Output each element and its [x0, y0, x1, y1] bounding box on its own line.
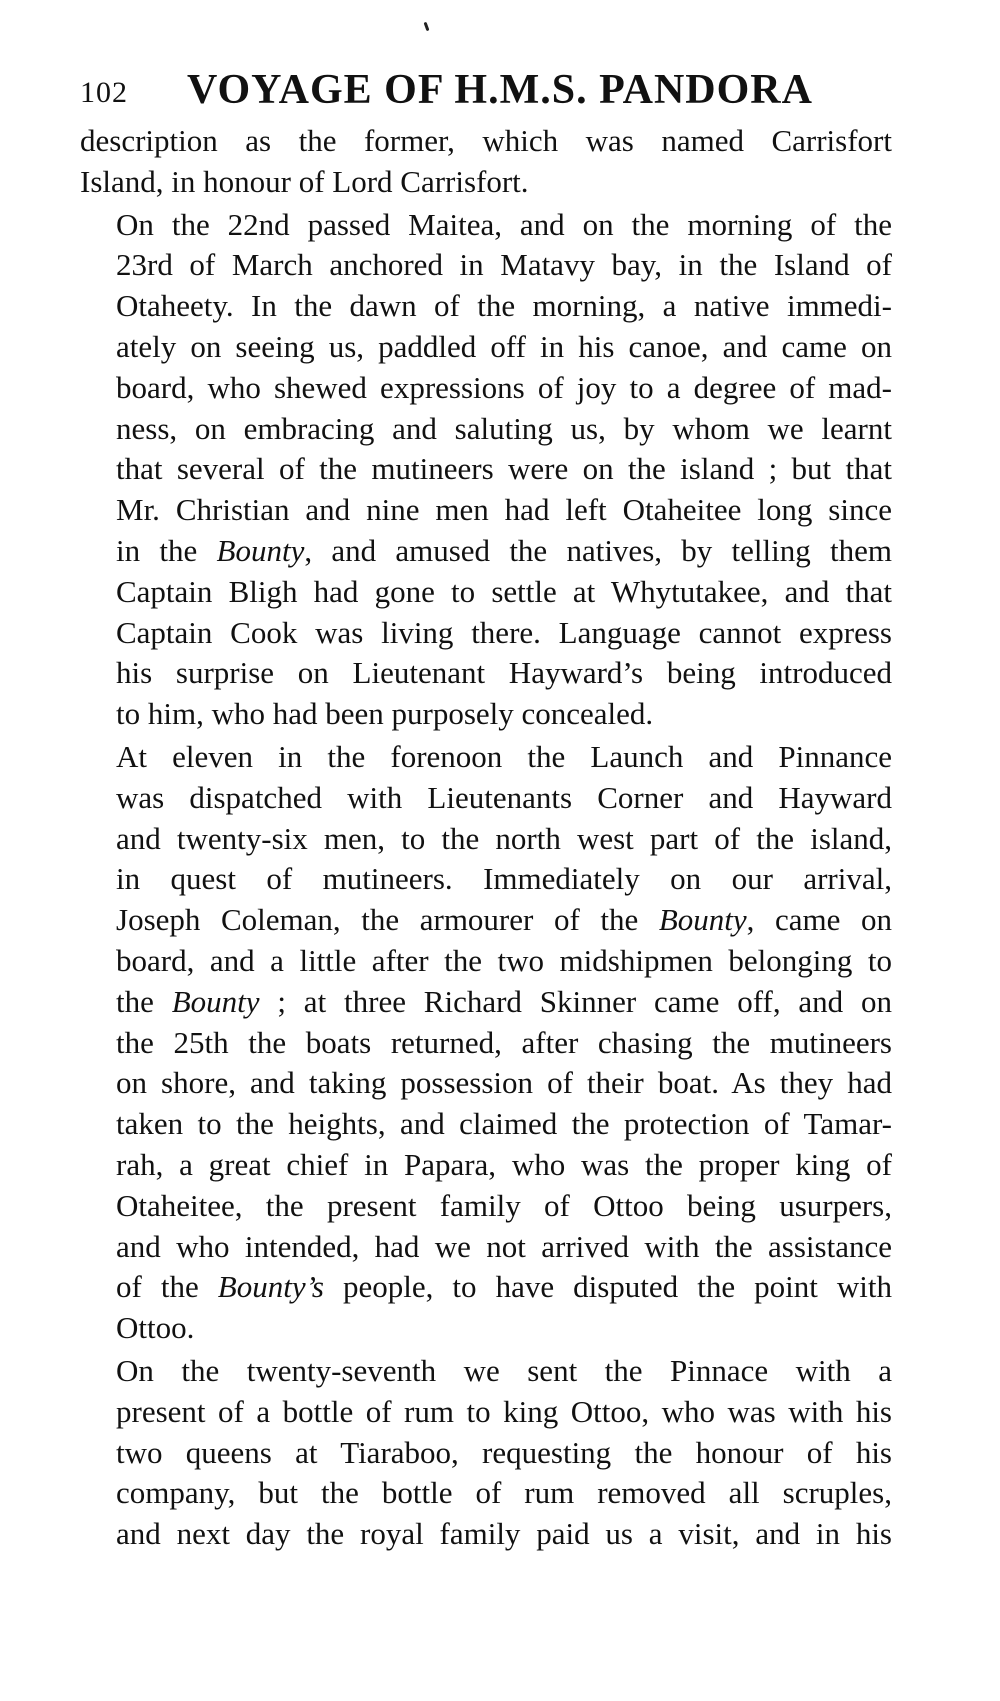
text-line: present of a bottle of rum to king Ottoo, who was with his [116, 1393, 892, 1429]
text-line: of the Bounty’s people, to have disputed the point with [116, 1269, 892, 1305]
paragraph-4 [80, 1351, 892, 1555]
text-line: Captain Cook was living there. Language cannot express [116, 614, 892, 650]
running-head [80, 66, 892, 114]
ship-name: Bounty [658, 902, 747, 938]
book-page [80, 0, 892, 1701]
text-line: in the Bounty, and amused the natives, by telling them [116, 532, 892, 568]
text-line: that several of the mutineers were on the island ; but that [116, 451, 892, 487]
text-line: board, and a little after the two midshipmen belonging to [116, 942, 892, 978]
text-line: in quest of mutineers. Immediately on our arrival, [116, 861, 892, 897]
text-line: description as the former, which was named Carrisfort [80, 123, 892, 158]
running-title: VOYAGE OF H.M.S. PANDORA [187, 67, 813, 113]
text-line: and twenty-six men, to the north west part of the island, [116, 820, 892, 856]
paragraph-3 [80, 737, 892, 1349]
body-text [80, 121, 892, 1557]
text-line: to him, who had been purposely concealed. [116, 696, 654, 732]
ship-name: Bounty’s [217, 1269, 324, 1305]
ship-name: Bounty [171, 983, 260, 1019]
text-line: Joseph Coleman, the armourer of the Bounty, came on [116, 902, 892, 938]
text-line: Otaheety. In the dawn of the morning, a native immedi- [116, 288, 892, 324]
text-line: 23rd of March anchored in Matavy bay, in the Island of [116, 247, 892, 283]
text-line: two queens at Tiaraboo, requesting the honour of his [116, 1434, 892, 1470]
text-line: On the twenty-seventh we sent the Pinnace with a [116, 1352, 892, 1388]
text-line: ness, on embracing and saluting us, by whom we learnt [116, 410, 892, 446]
text-line: taken to the heights, and claimed the protection of Tamar- [116, 1106, 892, 1142]
text-line: Island, in honour of Lord Carrisfort. [80, 163, 529, 199]
text-line: his surprise on Lieutenant Hayward’s being introduced [116, 655, 892, 691]
text-line: board, who shewed expressions of joy to a degree of mad- [116, 369, 892, 405]
text-line: on shore, and taking possession of their boat. As they had [116, 1065, 892, 1101]
text-line: Otaheitee, the present family of Ottoo being usurpers, [116, 1187, 892, 1223]
paragraph-2 [80, 205, 892, 735]
text-line: ately on seeing us, paddled off in his canoe, and came on [116, 328, 892, 364]
text-line: On the 22nd passed Maitea, and on the morning of the [116, 206, 892, 242]
text-line: and next day the royal family paid us a visit, and in his [116, 1516, 892, 1552]
paragraph-1 [80, 121, 892, 203]
ship-name: Bounty [216, 532, 305, 568]
text-line: was dispatched with Lieutenants Corner and Hayward [116, 779, 892, 815]
text-line: At eleven in the forenoon the Launch and Pinnance [116, 738, 892, 774]
text-line: Ottoo. [116, 1310, 195, 1346]
text-line: Mr. Christian and nine men had left Otaheitee long since [116, 492, 892, 528]
text-line: Captain Bligh had gone to settle at Whytutakee, and that [116, 573, 892, 609]
page-number: 102 [80, 76, 128, 109]
text-line: and who intended, had we not arrived with the assistance [116, 1228, 892, 1264]
text-line: the Bounty ; at three Richard Skinner came off, and on [116, 983, 893, 1019]
text-line: company, but the bottle of rum removed all scruples, [116, 1475, 892, 1511]
text-line: rah, a great chief in Papara, who was the proper king of [116, 1146, 892, 1182]
text-line: the 25th the boats returned, after chasing the mutineers [116, 1024, 892, 1060]
printer-mark [424, 22, 430, 31]
